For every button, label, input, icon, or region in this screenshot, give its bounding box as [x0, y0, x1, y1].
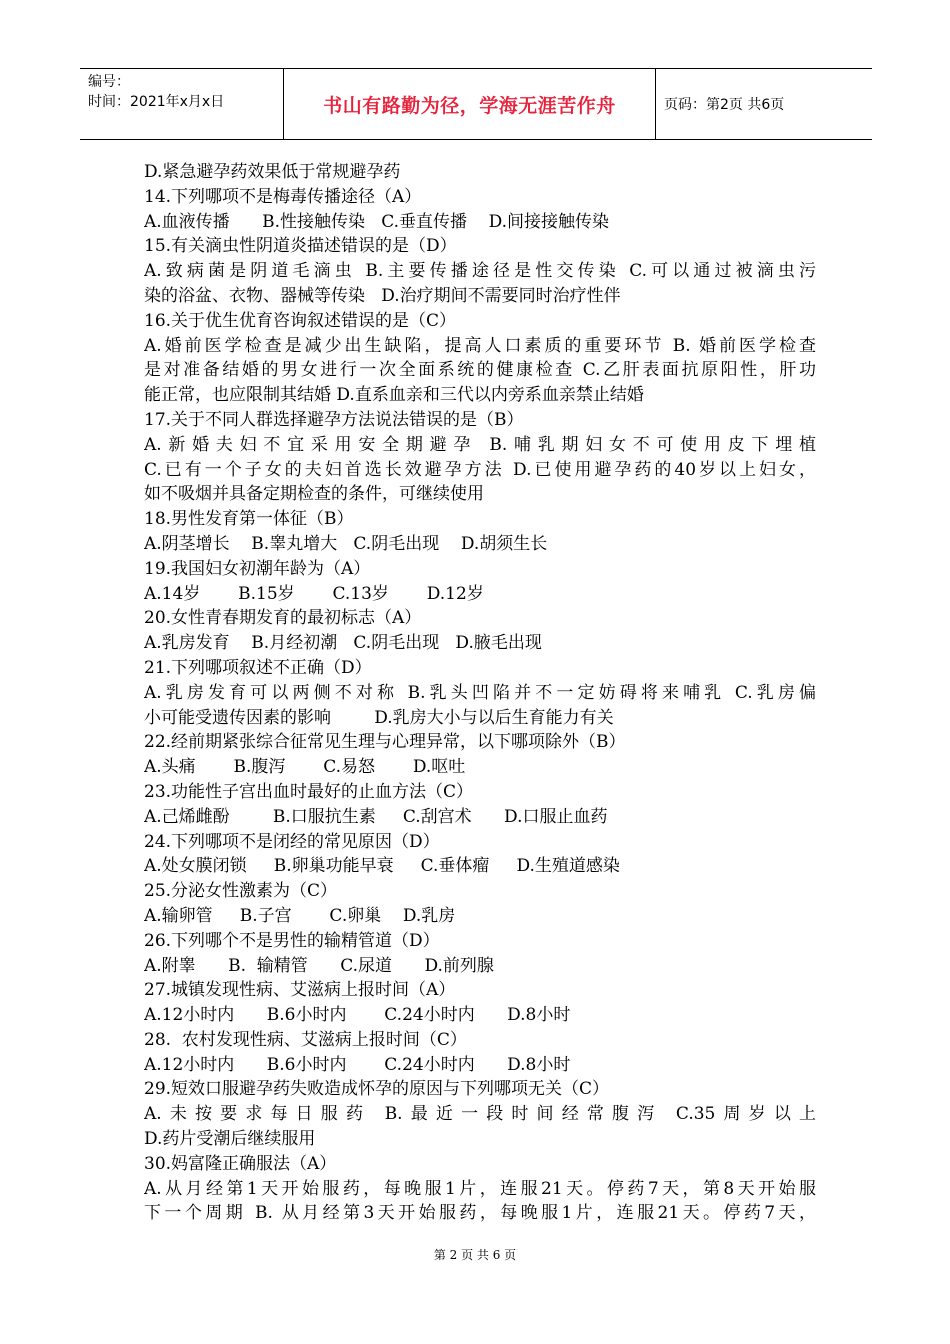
text-line: 17.关于不同人群选择避孕方法说法错误的是（B）	[144, 409, 524, 430]
text-line: 26.下列哪个不是男性的输精管道（D）	[144, 930, 440, 951]
text-line: A.从月经第1天开始服药，每晚服1片，连服21天。停药7天，第8天开始服	[144, 1178, 816, 1199]
doc-date-label: 时间：2021年x月x日	[88, 94, 225, 110]
text-line: 15.有关滴虫性阴道炎描述错误的是（D）	[144, 236, 457, 257]
page-header	[80, 68, 872, 140]
text-line: A.未按要求每日服药 B.最近一段时间经常腹泻 C.35周岁以上	[144, 1104, 816, 1125]
text-line: 下一个周期 B. 从月经第3天开始服药，每晚服1片，连服21天。停药7天，	[144, 1203, 816, 1224]
doc-number-label: 编号：	[88, 74, 130, 90]
text-line: 小可能受遗传因素的影响 D.乳房大小与以后生育能力有关	[144, 707, 614, 728]
text-line: 24.下列哪项不是闭经的常见原因（D）	[144, 831, 440, 852]
page-footer: 第 2 页 共 6 页	[433, 1248, 517, 1262]
text-line: 23.功能性子宫出血时最好的止血方法（C）	[144, 781, 474, 802]
text-line: 14.下列哪项不是梅毒传播途径（A）	[144, 186, 422, 207]
text-line: 28. 农村发现性病、艾滋病上报时间（C）	[144, 1029, 467, 1050]
text-line: A.己烯雌酚 B.口服抗生素 C.刮宫术 D.口服止血药	[144, 806, 608, 827]
text-line: 30.妈富隆正确服法（A）	[144, 1153, 337, 1174]
header-meta	[80, 69, 284, 139]
text-line: A.头痛 B.腹泻 C.易怒 D.呕吐	[144, 757, 466, 778]
text-line: D.药片受潮后继续服用	[144, 1129, 316, 1150]
text-line: A.处女膜闭锁 B.卵巢功能早衰 C.垂体瘤 D.生殖道感染	[144, 856, 620, 877]
text-line: A.乳房发育 B.月经初潮 C.阴毛出现 D.腋毛出现	[144, 633, 542, 654]
text-line: 是对准备结婚的男女进行一次全面系统的健康检查 C.乙肝表面抗原阳性，肝功	[144, 360, 816, 381]
header-motto: 书山有路勤为径，学海无涯苦作舟	[284, 69, 656, 139]
text-line: 25.分泌女性激素为（C）	[144, 881, 338, 902]
text-line: 18.男性发育第一体征（B）	[144, 509, 354, 530]
text-line: 19.我国妇女初潮年龄为（A）	[144, 558, 371, 579]
header-page-info: 页码：第2页 共6页	[664, 97, 785, 113]
text-line: 22.经前期紧张综合征常见生理与心理异常，以下哪项除外（B）	[144, 732, 626, 753]
text-line: A.输卵管 B.子宫 C.卵巢 D.乳房	[144, 905, 456, 926]
text-line: C.已有一个子女的夫妇首选长效避孕方法 D.已使用避孕药的40岁以上妇女，	[144, 459, 816, 480]
text-line: 能正常，也应限制其结婚 D.直系血亲和三代以内旁系血亲禁止结婚	[144, 385, 644, 406]
text-line: D.紧急避孕药效果低于常规避孕药	[144, 162, 401, 182]
text-line: A.阴茎增长 B.睾丸增大 C.阴毛出现 D.胡须生长	[144, 533, 548, 554]
text-line: A.血液传播 B.性接触传染 C.垂直传播 D.间接接触传染	[144, 211, 610, 232]
text-line: 如不吸烟并具备定期检查的条件，可继续使用	[144, 484, 484, 505]
text-line: 21.下列哪项叙述不正确（D）	[144, 657, 372, 678]
text-line: A.12小时内 B.6小时内 C.24小时内 D.8小时	[144, 1005, 571, 1026]
text-line: A.附睾 B. 输精管 C.尿道 D.前列腺	[144, 955, 494, 976]
document-body	[144, 160, 816, 1226]
text-line: A.12小时内 B.6小时内 C.24小时内 D.8小时	[144, 1054, 571, 1075]
text-line: A.致病菌是阴道毛滴虫 B.主要传播途径是性交传染 C.可以通过被滴虫污	[144, 261, 816, 282]
text-line: A.乳房发育可以两侧不对称 B.乳头凹陷并不一定妨碍将来哺乳 C.乳房偏	[144, 682, 816, 703]
text-line: 染的浴盆、衣物、器械等传染 D.治疗期间不需要同时治疗性伴	[144, 285, 621, 306]
text-line: 27.城镇发现性病、艾滋病上报时间（A）	[144, 980, 456, 1001]
text-line: A.14岁 B.15岁 C.13岁 D.12岁	[144, 583, 484, 604]
text-line: A.新婚夫妇不宜采用安全期避孕 B.哺乳期妇女不可使用皮下埋植	[144, 434, 816, 455]
text-line: 20.女性青春期发育的最初标志（A）	[144, 608, 422, 629]
text-line: A.婚前医学检查是减少出生缺陷，提高人口素质的重要环节 B. 婚前医学检查	[144, 335, 816, 356]
text-line: 29.短效口服避孕药失败造成怀孕的原因与下列哪项无关（C）	[144, 1079, 610, 1100]
text-line: 16.关于优生优育咨询叙述错误的是（C）	[144, 310, 457, 331]
